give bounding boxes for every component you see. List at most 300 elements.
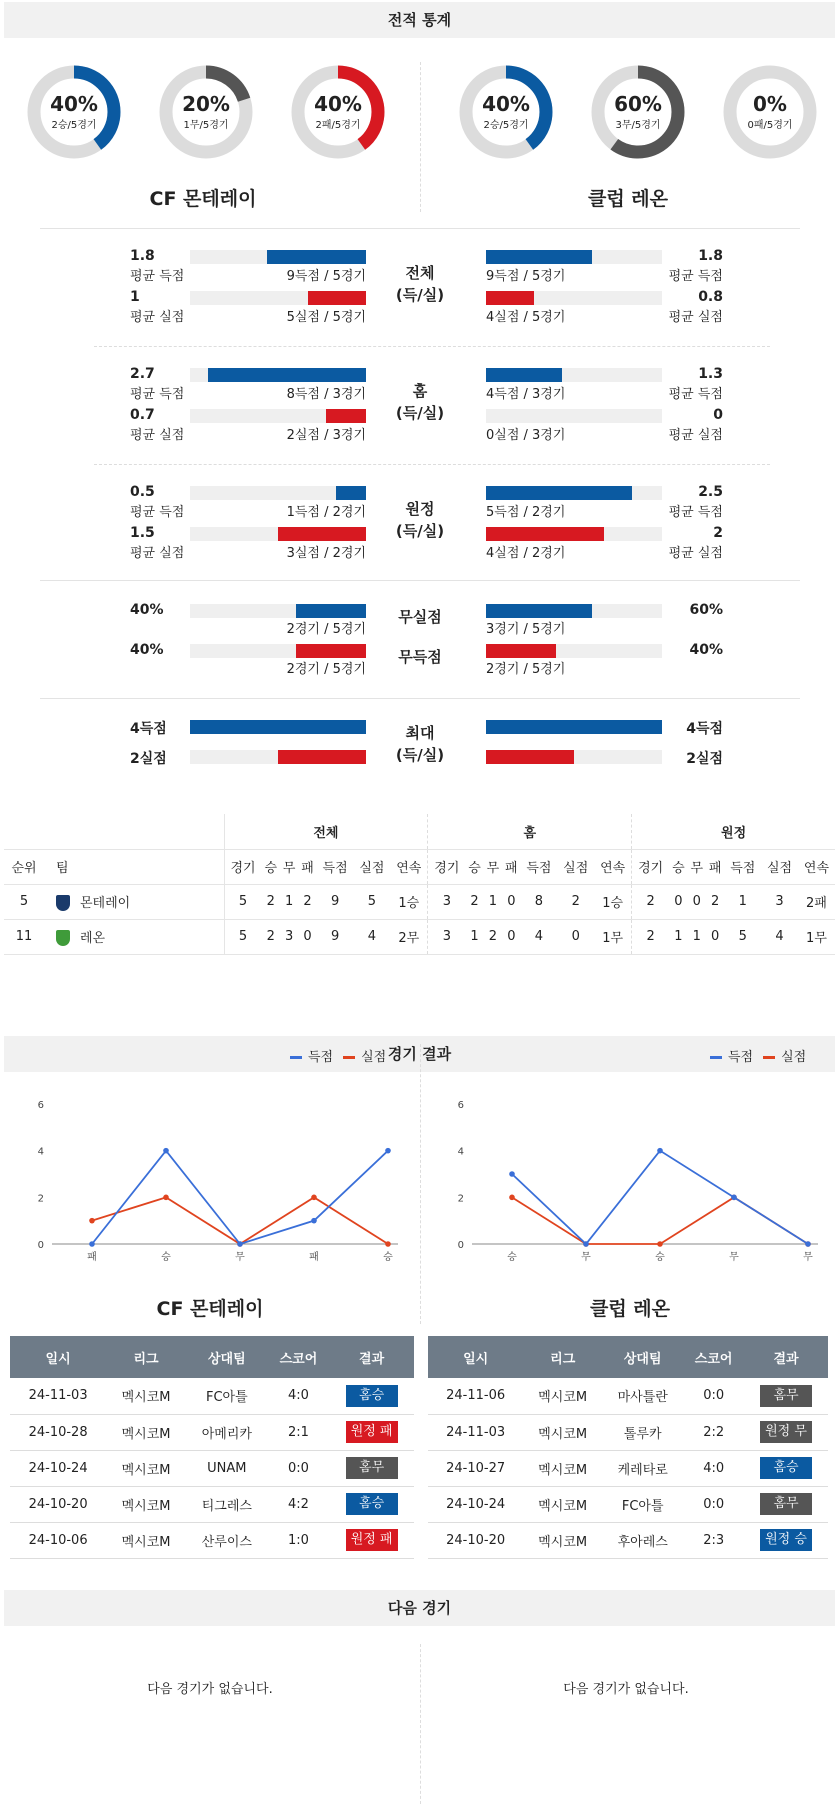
donut-percent: 40% bbox=[50, 92, 98, 116]
cell: 0:0 bbox=[268, 1450, 329, 1486]
cell: 24-11-03 bbox=[10, 1378, 106, 1414]
cell: 1 bbox=[465, 919, 483, 954]
cell bbox=[44, 814, 224, 849]
result-cell bbox=[744, 1522, 828, 1558]
column-header: 패 bbox=[502, 849, 520, 884]
data-point bbox=[385, 1148, 391, 1154]
cell: 티그레스 bbox=[186, 1486, 268, 1522]
donut-percent: 0% bbox=[753, 92, 787, 116]
cell: 3 bbox=[428, 884, 466, 919]
table-row[interactable] bbox=[428, 1450, 828, 1486]
team-name[interactable]: 몬테레이 bbox=[80, 895, 131, 911]
data-point bbox=[583, 1241, 589, 1247]
right-value: 0.8 bbox=[698, 289, 723, 305]
donut-chart bbox=[590, 64, 686, 160]
right-caption: 4실점 / 5경기 bbox=[486, 310, 566, 325]
right-value: 1.3 bbox=[698, 366, 723, 382]
cell: 2 bbox=[706, 884, 724, 919]
data-point bbox=[89, 1241, 95, 1247]
cell: 멕시코M bbox=[523, 1522, 602, 1558]
cell: UNAM bbox=[186, 1450, 268, 1486]
table-row[interactable] bbox=[4, 919, 835, 954]
team-logo bbox=[56, 895, 70, 911]
right-value: 40% bbox=[689, 642, 723, 658]
left-value: 2실점 bbox=[130, 751, 167, 767]
cell: 멕시코M bbox=[523, 1450, 602, 1486]
cell: 2 bbox=[298, 884, 316, 919]
cell: 24-11-06 bbox=[428, 1378, 523, 1414]
data-point bbox=[805, 1241, 811, 1247]
left-value: 1.8 bbox=[130, 248, 155, 264]
cell: 24-10-27 bbox=[428, 1450, 523, 1486]
bar-track bbox=[486, 486, 662, 500]
column-header: 득점 bbox=[724, 849, 761, 884]
bar-fill bbox=[278, 750, 366, 764]
right-value: 2.5 bbox=[698, 484, 723, 500]
column-header: 리그 bbox=[106, 1336, 186, 1378]
cell: 5 bbox=[354, 884, 391, 919]
stat-block bbox=[0, 366, 839, 466]
block-label: 전체 bbox=[405, 264, 435, 282]
bar-track bbox=[486, 604, 662, 618]
cell: 2 bbox=[262, 884, 280, 919]
team-cell bbox=[44, 919, 224, 954]
cell: 2패 bbox=[798, 884, 835, 919]
bar-track bbox=[190, 604, 366, 618]
result-badge: 홈승 bbox=[760, 1457, 812, 1479]
cell: 멕시코M bbox=[106, 1486, 186, 1522]
column-header: 경기 bbox=[428, 849, 466, 884]
cell: 0 bbox=[669, 884, 687, 919]
y-tick-label: 0 bbox=[457, 1240, 464, 1251]
left-label: 평균 실점 bbox=[130, 546, 185, 561]
bar-track bbox=[486, 720, 662, 734]
bar-fill bbox=[486, 720, 662, 734]
cell: 4:0 bbox=[268, 1378, 329, 1414]
block-label: 원정 bbox=[405, 500, 435, 518]
result-cell bbox=[329, 1486, 414, 1522]
column-header: 무 bbox=[484, 849, 502, 884]
data-point bbox=[89, 1218, 95, 1224]
block-sublabel: (득/실) bbox=[395, 404, 445, 422]
bar-fill bbox=[326, 409, 366, 423]
donut-caption: 2승/5경기 bbox=[483, 120, 529, 131]
cell: 톨루카 bbox=[602, 1414, 683, 1450]
cell: 멕시코M bbox=[523, 1378, 602, 1414]
left-caption: 1득점 / 2경기 bbox=[286, 505, 366, 520]
bar-track bbox=[190, 409, 366, 423]
column-header: 승 bbox=[465, 849, 483, 884]
column-header: 일시 bbox=[428, 1336, 523, 1378]
x-tick-label: 패 bbox=[309, 1252, 319, 1263]
x-tick-label: 패 bbox=[87, 1252, 97, 1263]
bar-fill bbox=[486, 291, 534, 305]
donut-chart bbox=[158, 64, 254, 160]
legend-scored: 득점 bbox=[728, 1050, 754, 1065]
bar-fill bbox=[336, 486, 366, 500]
bar-fill bbox=[486, 250, 592, 264]
data-point bbox=[237, 1241, 243, 1247]
cell: 5 bbox=[224, 884, 262, 919]
cell: 0:0 bbox=[683, 1486, 744, 1522]
cell: 2 bbox=[632, 919, 670, 954]
column-header: 승 bbox=[669, 849, 687, 884]
cell: 24-10-20 bbox=[10, 1486, 106, 1522]
result-cell bbox=[329, 1522, 414, 1558]
series-line bbox=[512, 1151, 808, 1244]
bar-track bbox=[190, 750, 366, 764]
right-value: 2 bbox=[713, 525, 723, 541]
donut-caption: 2패/5경기 bbox=[315, 120, 361, 131]
donut-caption: 3무/5경기 bbox=[615, 120, 661, 131]
team-name[interactable]: 레온 bbox=[80, 930, 106, 946]
results-header: 경기 결과 bbox=[4, 1036, 835, 1072]
result-badge: 원정 패 bbox=[346, 1529, 398, 1551]
right-caption: 3경기 / 5경기 bbox=[486, 622, 566, 637]
line-chart bbox=[0, 1090, 420, 1290]
cell: 1 bbox=[484, 884, 502, 919]
table-row[interactable] bbox=[10, 1378, 414, 1414]
cell bbox=[4, 814, 44, 849]
column-header: 스코어 bbox=[268, 1336, 329, 1378]
cell: 8 bbox=[521, 884, 558, 919]
right-team-name: 클럽 레온 bbox=[587, 188, 669, 210]
cell: 2 bbox=[262, 919, 280, 954]
series-line bbox=[512, 1197, 808, 1244]
cell: 3 bbox=[280, 919, 298, 954]
bar-track bbox=[486, 250, 662, 264]
y-tick-label: 2 bbox=[37, 1193, 44, 1205]
cell: 0 bbox=[298, 919, 316, 954]
series-line bbox=[92, 1197, 388, 1244]
cell: 2:1 bbox=[268, 1414, 329, 1450]
cell: 0:0 bbox=[683, 1378, 744, 1414]
data-point bbox=[509, 1171, 515, 1177]
column-header: 순위 bbox=[4, 849, 44, 884]
chart-legend bbox=[280, 1046, 386, 1065]
next-header: 다음 경기 bbox=[4, 1590, 835, 1626]
right-value: 2실점 bbox=[686, 751, 723, 767]
column-header: 실점 bbox=[557, 849, 594, 884]
bar-fill bbox=[486, 604, 592, 618]
cell: 멕시코M bbox=[106, 1378, 186, 1414]
right-value: 60% bbox=[689, 602, 723, 618]
bar-track bbox=[486, 291, 662, 305]
cell: 0 bbox=[688, 884, 706, 919]
bar-fill bbox=[278, 527, 366, 541]
bar-fill bbox=[190, 720, 366, 734]
line-chart bbox=[420, 1090, 839, 1290]
left-results-table bbox=[10, 1336, 414, 1559]
result-badge: 홈무 bbox=[760, 1385, 812, 1407]
bar-fill bbox=[486, 486, 632, 500]
bar-track bbox=[190, 250, 366, 264]
left-value: 40% bbox=[130, 642, 164, 658]
cell: 1무 bbox=[798, 919, 835, 954]
result-cell bbox=[744, 1414, 828, 1450]
block-sublabel: (득/실) bbox=[395, 746, 445, 764]
right-value: 0 bbox=[713, 407, 723, 423]
cell: 11 bbox=[4, 919, 44, 954]
cell: 0 bbox=[502, 919, 520, 954]
column-header: 득점 bbox=[317, 849, 354, 884]
x-tick-label: 승 bbox=[655, 1252, 665, 1263]
bar-fill bbox=[267, 250, 366, 264]
left-caption: 8득점 / 3경기 bbox=[286, 387, 366, 402]
cell: 마사틀란 bbox=[602, 1378, 683, 1414]
column-header: 실점 bbox=[354, 849, 391, 884]
bar-track bbox=[486, 368, 662, 382]
result-cell bbox=[744, 1486, 828, 1522]
table-row[interactable] bbox=[4, 884, 835, 919]
standings-table bbox=[4, 814, 835, 955]
cell: 1 bbox=[688, 919, 706, 954]
legend-swatch bbox=[343, 1056, 355, 1059]
left-caption: 2경기 / 5경기 bbox=[286, 622, 366, 637]
bar-fill bbox=[296, 644, 366, 658]
cell: 0 bbox=[502, 884, 520, 919]
table-row[interactable] bbox=[10, 1450, 414, 1486]
bar-fill bbox=[208, 368, 366, 382]
right-caption: 4득점 / 3경기 bbox=[486, 387, 566, 402]
data-point bbox=[385, 1241, 391, 1247]
left-label: 평균 득점 bbox=[130, 269, 185, 284]
donut-chart bbox=[290, 64, 386, 160]
divider bbox=[94, 346, 770, 347]
bar-track bbox=[190, 291, 366, 305]
column-header: 일시 bbox=[10, 1336, 106, 1378]
cell: 2 bbox=[484, 919, 502, 954]
donut-percent: 40% bbox=[314, 92, 362, 116]
right-caption: 0실점 / 3경기 bbox=[486, 428, 566, 443]
left-label: 평균 실점 bbox=[130, 428, 185, 443]
left-label: 평균 득점 bbox=[130, 505, 185, 520]
cell: 24-10-06 bbox=[10, 1522, 106, 1558]
donut-chart bbox=[458, 64, 554, 160]
group-header: 원정 bbox=[632, 814, 835, 849]
column-header: 리그 bbox=[523, 1336, 602, 1378]
left-caption: 2경기 / 5경기 bbox=[286, 662, 366, 677]
bar-track bbox=[486, 409, 662, 423]
cell: 5 bbox=[224, 919, 262, 954]
cell: 24-11-03 bbox=[428, 1414, 523, 1450]
donut-chart bbox=[26, 64, 122, 160]
legend-scored: 득점 bbox=[308, 1050, 334, 1065]
column-header: 경기 bbox=[632, 849, 670, 884]
table-row[interactable] bbox=[428, 1486, 828, 1522]
column-header: 득점 bbox=[521, 849, 558, 884]
legend-conceded: 실점 bbox=[781, 1050, 807, 1065]
cell: 0 bbox=[706, 919, 724, 954]
bar-track bbox=[190, 527, 366, 541]
team-cell bbox=[44, 884, 224, 919]
y-tick-label: 6 bbox=[37, 1100, 44, 1111]
left-caption: 2실점 / 3경기 bbox=[286, 428, 366, 443]
result-badge: 원정 무 bbox=[760, 1421, 812, 1443]
column-header: 상대팀 bbox=[186, 1336, 268, 1378]
right-label: 평균 실점 bbox=[668, 428, 723, 443]
cell: 4 bbox=[761, 919, 798, 954]
legend-swatch bbox=[710, 1056, 722, 1059]
cell: 2 bbox=[557, 884, 594, 919]
left-caption: 9득점 / 5경기 bbox=[286, 269, 366, 284]
bar-fill bbox=[296, 604, 366, 618]
column-header: 연속 bbox=[390, 849, 428, 884]
left-value: 0.5 bbox=[130, 484, 155, 500]
column-header: 스코어 bbox=[683, 1336, 744, 1378]
x-tick-label: 무 bbox=[729, 1252, 739, 1263]
chart-team-title: CF 몬테레이 bbox=[156, 1298, 264, 1320]
legend-swatch bbox=[290, 1056, 302, 1059]
block-label: 최대 bbox=[405, 724, 435, 742]
left-value: 4득점 bbox=[130, 721, 167, 737]
left-value: 40% bbox=[130, 602, 164, 618]
donut-caption: 0패/5경기 bbox=[747, 120, 793, 131]
cell: 0 bbox=[557, 919, 594, 954]
stat-block bbox=[0, 248, 839, 348]
block-label: 무득점 bbox=[398, 648, 442, 666]
column-header: 패 bbox=[706, 849, 724, 884]
no-match-left: 다음 경기가 없습니다. bbox=[147, 1682, 273, 1697]
left-value: 2.7 bbox=[130, 366, 155, 382]
column-header: 연속 bbox=[594, 849, 632, 884]
bar-track bbox=[190, 486, 366, 500]
donut-percent: 60% bbox=[614, 92, 662, 116]
y-tick-label: 2 bbox=[457, 1193, 464, 1205]
right-caption: 5득점 / 2경기 bbox=[486, 505, 566, 520]
cell: 1 bbox=[669, 919, 687, 954]
cell: 4:0 bbox=[683, 1450, 744, 1486]
cell: 멕시코M bbox=[106, 1450, 186, 1486]
bar-track bbox=[486, 527, 662, 541]
bar-track bbox=[190, 720, 366, 734]
cell: 5 bbox=[4, 884, 44, 919]
bar-fill bbox=[486, 527, 604, 541]
table-row[interactable] bbox=[428, 1522, 828, 1558]
cell: 멕시코M bbox=[106, 1522, 186, 1558]
table-row[interactable] bbox=[428, 1378, 828, 1414]
result-cell bbox=[744, 1450, 828, 1486]
result-badge: 홈무 bbox=[346, 1457, 398, 1479]
y-tick-label: 6 bbox=[457, 1100, 464, 1111]
data-point bbox=[509, 1195, 515, 1201]
cell: 케레타로 bbox=[602, 1450, 683, 1486]
block-sublabel: (득/실) bbox=[395, 286, 445, 304]
x-tick-label: 승 bbox=[507, 1252, 517, 1263]
bar-track bbox=[190, 644, 366, 658]
right-value: 1.8 bbox=[698, 248, 723, 264]
table-row[interactable] bbox=[428, 1414, 828, 1450]
donut-chart bbox=[722, 64, 818, 160]
cell: FC아틀 bbox=[602, 1486, 683, 1522]
column-header: 결과 bbox=[329, 1336, 414, 1378]
bar-fill bbox=[308, 291, 366, 305]
right-caption: 4실점 / 2경기 bbox=[486, 546, 566, 561]
right-label: 평균 실점 bbox=[668, 546, 723, 561]
cell: 5 bbox=[724, 919, 761, 954]
legend-swatch bbox=[763, 1056, 775, 1059]
divider bbox=[40, 228, 800, 229]
result-cell bbox=[329, 1414, 414, 1450]
legend-conceded: 실점 bbox=[361, 1050, 387, 1065]
bar-track bbox=[190, 368, 366, 382]
donut-caption: 1무/5경기 bbox=[183, 120, 229, 131]
cell: 9 bbox=[317, 919, 354, 954]
group-header: 전체 bbox=[224, 814, 428, 849]
chart-team-title: 클럽 레온 bbox=[589, 1298, 671, 1320]
series-line bbox=[92, 1151, 388, 1244]
right-label: 평균 득점 bbox=[668, 505, 723, 520]
y-tick-label: 4 bbox=[37, 1146, 44, 1158]
cell: 멕시코M bbox=[523, 1486, 602, 1522]
right-label: 평균 실점 bbox=[668, 310, 723, 325]
right-results-table bbox=[428, 1336, 828, 1559]
donut-percent: 40% bbox=[482, 92, 530, 116]
y-tick-label: 4 bbox=[457, 1146, 464, 1158]
stats-header: 전적 통계 bbox=[4, 2, 835, 38]
bar-fill bbox=[486, 750, 574, 764]
bar-fill bbox=[486, 644, 556, 658]
bar-track bbox=[486, 644, 662, 658]
cell: 24-10-20 bbox=[428, 1522, 523, 1558]
data-point bbox=[657, 1241, 663, 1247]
right-caption: 2경기 / 5경기 bbox=[486, 662, 566, 677]
left-value: 0.7 bbox=[130, 407, 155, 423]
table-row[interactable] bbox=[10, 1486, 414, 1522]
cell: 2:2 bbox=[683, 1414, 744, 1450]
left-team-name: CF 몬테레이 bbox=[149, 188, 257, 210]
column-header: 실점 bbox=[761, 849, 798, 884]
table-row[interactable] bbox=[10, 1414, 414, 1450]
x-tick-label: 승 bbox=[161, 1252, 171, 1263]
cell: 후아레스 bbox=[602, 1522, 683, 1558]
team-logo bbox=[56, 930, 70, 946]
cell: 산루이스 bbox=[186, 1522, 268, 1558]
cell: 1승 bbox=[594, 884, 632, 919]
cell: 1 bbox=[280, 884, 298, 919]
column-header: 승 bbox=[262, 849, 280, 884]
cell: 1 bbox=[724, 884, 761, 919]
no-match-right: 다음 경기가 없습니다. bbox=[563, 1682, 689, 1697]
cell: 3 bbox=[761, 884, 798, 919]
data-point bbox=[657, 1148, 663, 1154]
table-row[interactable] bbox=[10, 1522, 414, 1558]
column-header: 팀 bbox=[44, 849, 224, 884]
donut-percent: 20% bbox=[182, 92, 230, 116]
divider bbox=[420, 62, 421, 212]
column-header: 연속 bbox=[798, 849, 835, 884]
cell: 4:2 bbox=[268, 1486, 329, 1522]
cell: 2 bbox=[632, 884, 670, 919]
bar-fill bbox=[486, 368, 562, 382]
x-tick-label: 무 bbox=[235, 1252, 245, 1263]
cell: 24-10-24 bbox=[10, 1450, 106, 1486]
cell: 4 bbox=[521, 919, 558, 954]
divider bbox=[94, 464, 770, 465]
result-cell bbox=[744, 1378, 828, 1414]
bar-track bbox=[486, 750, 662, 764]
block-label: 무실점 bbox=[398, 608, 442, 626]
column-header: 무 bbox=[280, 849, 298, 884]
cell: 3 bbox=[428, 919, 466, 954]
y-tick-label: 0 bbox=[37, 1240, 44, 1251]
right-label: 평균 득점 bbox=[668, 269, 723, 284]
divider bbox=[40, 580, 800, 581]
divider bbox=[420, 1644, 421, 1804]
data-point bbox=[163, 1148, 169, 1154]
column-header: 패 bbox=[298, 849, 316, 884]
cell: 24-10-28 bbox=[10, 1414, 106, 1450]
